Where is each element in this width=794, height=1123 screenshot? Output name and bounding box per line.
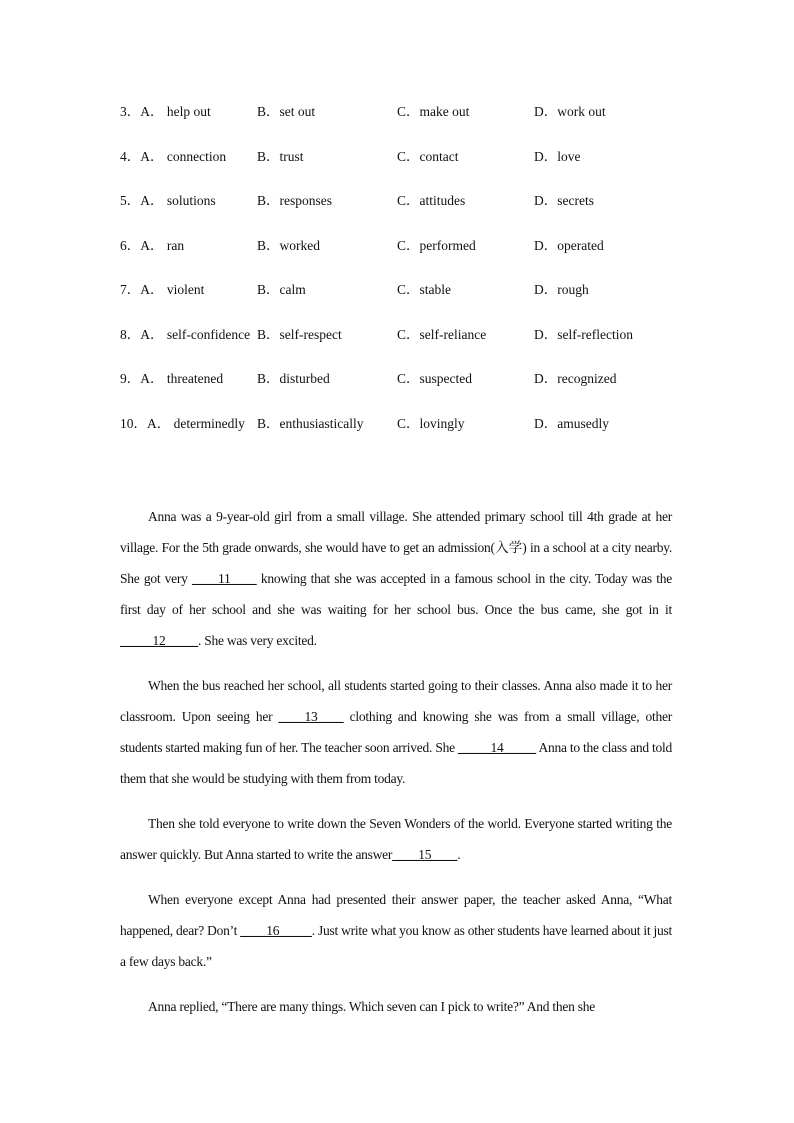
question-3-option-d: D．work out	[534, 104, 606, 119]
question-number: 4．A．	[120, 148, 164, 164]
question-3-option-c: C．make out	[397, 104, 470, 119]
question-7-option-b: B．calm	[257, 282, 306, 297]
paragraph-text: When everyone except Anna had presented their answer paper, the teacher asked Anna, “What happened, dear? Don’t	[120, 892, 672, 938]
question-6-option-d: D．operated	[534, 237, 604, 253]
answer-options	[120, 103, 680, 459]
paragraph-text: knowing that she was accepted in a famous school in the city. Today was the first day of her school and she was waiting for her school bus. Once the bus came, she got in it	[120, 571, 672, 617]
option-row-10	[120, 415, 680, 460]
question-number: 7．A．	[120, 282, 164, 297]
paragraph-text: . Just write what you know as other students have learned about it just a few days back.”	[120, 923, 673, 969]
passage-paragraph-3	[120, 808, 672, 870]
question-3-option-a	[120, 103, 211, 121]
option-a-text: threatened	[166, 371, 224, 386]
question-10-option-d: D．amusedly	[534, 415, 609, 431]
question-number: 5．A．	[120, 193, 164, 208]
question-4-option-d: D．love	[534, 148, 581, 164]
option-a-text: solutions	[166, 193, 216, 208]
option-row-8	[120, 326, 680, 371]
option-row-5	[120, 192, 680, 237]
question-8-option-c: C．self-reliance	[397, 326, 487, 342]
option-a-text: violent	[166, 282, 205, 297]
question-number: 10．A．	[120, 415, 171, 431]
paragraph-text: clothing and knowing she was from a small village, other students started making fun of her. The teacher soon arrived. She	[120, 709, 673, 755]
question-5-option-c: C．attitudes	[397, 193, 466, 208]
option-row-3	[120, 103, 680, 148]
question-7-option-d: D．rough	[534, 282, 589, 297]
question-4-option-b: B．trust	[257, 148, 304, 164]
blank-13: ____13____	[278, 709, 344, 724]
option-a-text: help out	[166, 104, 211, 119]
paragraph-text: . She was very excited.	[198, 633, 317, 648]
paragraph-text: Anna to the class and told them that she would be studying with them from today.	[120, 740, 672, 786]
option-row-4	[120, 148, 680, 193]
question-9-option-c: C．suspected	[397, 371, 472, 386]
question-7-option-a	[120, 281, 204, 299]
question-4-option-c: C．contact	[397, 148, 459, 164]
question-6-option-c: C．performed	[397, 237, 476, 253]
cloze-passage	[120, 501, 672, 1036]
question-9-option-a	[120, 370, 223, 388]
passage-paragraph-5	[120, 991, 672, 1022]
question-8-option-d: D．self-reflection	[534, 326, 633, 342]
question-4-option-a	[120, 148, 226, 166]
question-5-option-d: D．secrets	[534, 193, 594, 208]
blank-14: _____14_____	[458, 740, 537, 755]
question-number: 3．A．	[120, 104, 164, 119]
question-10-option-a	[120, 415, 245, 433]
question-number: 9．A．	[120, 371, 164, 386]
question-3-option-b: B．set out	[257, 104, 316, 119]
question-number: 6．A．	[120, 237, 164, 253]
option-a-text: self-confidence	[166, 326, 251, 342]
question-10-option-c: C．lovingly	[397, 415, 465, 431]
question-5-option-b: B．responses	[257, 193, 332, 208]
question-6-option-a	[120, 237, 184, 255]
paragraph-text: Then she told everyone to write down the Seven Wonders of the world. Everyone started writing the answer quickly. But Anna started to write the answer	[120, 816, 672, 862]
blank-16: ____16_____	[240, 923, 312, 938]
option-row-6	[120, 237, 680, 282]
question-8-option-a	[120, 326, 250, 344]
paragraph-text: .	[457, 847, 461, 862]
paragraph-text: Anna replied, “There are many things. Which seven can I pick to write?” And then she	[148, 999, 595, 1014]
question-7-option-c: C．stable	[397, 282, 451, 297]
paragraph-text: When the bus reached her school, all students started going to their classes. Anna also made it to her classroom. Upon seeing her	[120, 678, 672, 724]
option-a-text: connection	[166, 148, 227, 164]
passage-paragraph-2	[120, 670, 672, 794]
blank-15: ____15____	[392, 847, 458, 862]
question-6-option-b: B．worked	[257, 237, 320, 253]
option-row-9	[120, 370, 680, 415]
passage-paragraph-4	[120, 884, 672, 977]
question-8-option-b: B．self-respect	[257, 326, 342, 342]
passage-paragraph-1	[120, 501, 672, 656]
question-9-option-d: D．recognized	[534, 371, 617, 386]
blank-12: _____12_____	[120, 633, 198, 648]
option-row-7	[120, 281, 680, 326]
question-number: 8．A．	[120, 326, 164, 342]
question-5-option-a	[120, 192, 216, 210]
blank-11: ____11____	[192, 571, 257, 586]
option-a-text: determinedly	[173, 415, 245, 431]
paragraph-text: Anna was a 9-year-old girl from a small village. She attended primary school till 4th grade at her village. For the 5th grade onwards, she would have to get an admission(入学) in a school at a city nearby. She got very	[120, 509, 672, 586]
option-a-text: ran	[166, 237, 185, 253]
question-10-option-b: B．enthusiastically	[257, 415, 364, 431]
question-9-option-b: B．disturbed	[257, 371, 330, 386]
